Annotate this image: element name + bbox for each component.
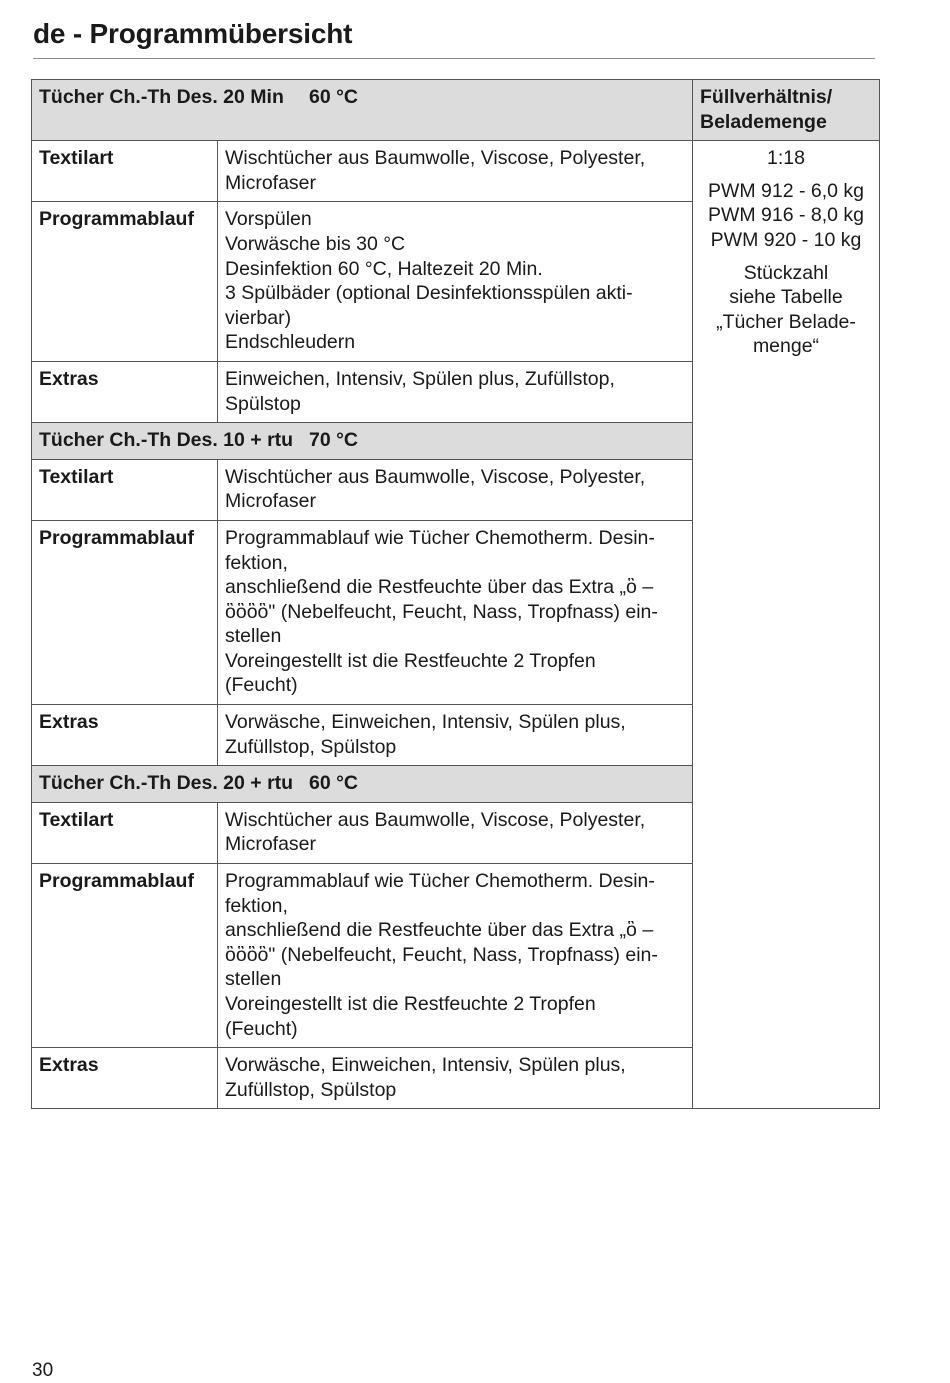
program-header bbox=[32, 423, 693, 460]
program-name: Tücher Ch.-Th Des. 20 + rtu bbox=[39, 772, 294, 795]
row-value-line: Zufüllstop, Spülstop bbox=[225, 1078, 397, 1101]
fill-ratio-value: 1:18 bbox=[767, 147, 805, 170]
fill-ratio-cell bbox=[693, 141, 880, 1109]
row-value-line: vierbar) bbox=[225, 306, 292, 329]
fill-ratio-header bbox=[693, 80, 880, 141]
row-value-line: Voreingestellt ist die Restfeuchte 2 Tropfen bbox=[225, 649, 596, 672]
row-value bbox=[218, 802, 693, 863]
row-value bbox=[218, 361, 693, 422]
row-value-line: Programmablauf wie Tücher Chemotherm. Desin- bbox=[225, 870, 655, 893]
row-value-line: 3 Spülbäder (optional Desinfektionsspülen akti- bbox=[225, 282, 633, 305]
row-value-line: Microfaser bbox=[225, 171, 317, 194]
row-value-line: Einweichen, Intensiv, Spülen plus, Zufüllstop, bbox=[225, 367, 615, 390]
program-name: Tücher Ch.-Th Des. 10 + rtu bbox=[39, 429, 294, 452]
program-name: Tücher Ch.-Th Des. 20 Min bbox=[39, 86, 284, 108]
fill-ratio-header-line: Beladem​enge bbox=[700, 110, 827, 133]
quantity-note bbox=[700, 261, 872, 359]
program-table bbox=[31, 79, 880, 1109]
quantity-note-line: „Tücher Belade- bbox=[716, 310, 856, 333]
quantity-note-line: siehe Tabelle bbox=[729, 286, 843, 309]
row-value bbox=[218, 520, 693, 704]
row-value-line: ὃὃὃὃ" (Nebelfeucht, Feucht, Nass, Tropfnass) ein- bbox=[225, 943, 658, 966]
row-value-line: Spülstop bbox=[225, 392, 301, 415]
row-value-line: (Feucht) bbox=[225, 674, 298, 697]
quantity-note-line: menge“ bbox=[752, 335, 820, 358]
row-value-line: Wischtücher aus Baumwolle, Viscose, Polyester, bbox=[225, 465, 646, 488]
quantity-note-line: Stückzahl bbox=[743, 261, 829, 284]
title-divider bbox=[33, 58, 875, 59]
row-label: Textilart bbox=[32, 141, 218, 202]
row-value-line: anschließend die Restfeuchte über das Extra „ὃ – bbox=[225, 919, 654, 942]
row-value bbox=[218, 202, 693, 362]
row-value-line: (Feucht) bbox=[225, 1017, 298, 1040]
capacity-item: PWM 912 - 6,0 kg bbox=[707, 179, 865, 202]
row-value-line: stellen bbox=[225, 968, 282, 991]
row-value-line: Programmablauf wie Tücher Chemotherm. Desin- bbox=[225, 526, 655, 549]
row-value bbox=[218, 864, 693, 1048]
row-label: Extras bbox=[32, 361, 218, 422]
row-value-line: Zufüllstop, Spülstop bbox=[225, 735, 397, 758]
capacity-item: PWM 920 - 10 kg bbox=[710, 228, 862, 251]
row-value-line: ὃὃὃὃ" (Nebelfeucht, Feucht, Nass, Tropfnass) ein- bbox=[225, 600, 658, 623]
row-label: Extras bbox=[32, 705, 218, 766]
row-value-line: Vorspülen bbox=[225, 208, 312, 231]
row-value-line: Desinfektion 60 °C, Haltezeit 20 Min. bbox=[225, 257, 543, 280]
program-temperature: 70 °C bbox=[309, 429, 358, 452]
row-value-line: Microfaser bbox=[225, 490, 317, 513]
row-value-line: Wischtücher aus Baumwolle, Viscose, Polyester, bbox=[225, 147, 646, 170]
program-detail-row bbox=[32, 141, 880, 202]
row-value bbox=[218, 705, 693, 766]
row-value-line: Voreingestellt ist die Restfeuchte 2 Tropfen bbox=[225, 993, 596, 1015]
row-value-line: Microfaser bbox=[225, 833, 317, 856]
row-label: Programmablauf bbox=[32, 202, 218, 362]
program-temperature: 60 °C bbox=[309, 86, 358, 108]
row-value bbox=[218, 141, 693, 202]
row-value-line: fektion, bbox=[225, 894, 288, 917]
row-value bbox=[218, 1048, 693, 1109]
row-label: Textilart bbox=[32, 459, 218, 520]
capacity-item: PWM 916 - 8,0 kg bbox=[707, 204, 865, 227]
program-header bbox=[32, 766, 693, 803]
row-value-line: Vorwäsche bis 30 °C bbox=[225, 232, 406, 255]
row-value-line: fektion, bbox=[225, 551, 288, 574]
page-title: de - Programmübersicht bbox=[33, 18, 353, 49]
row-label: Programmablauf bbox=[32, 520, 218, 704]
capacity-list bbox=[700, 179, 872, 253]
row-value-line: Wischtücher aus Baumwolle, Viscose, Polyester, bbox=[225, 808, 646, 831]
row-value-line: Vorwäsche, Einweichen, Intensiv, Spülen plus, bbox=[225, 1054, 626, 1077]
program-header-row bbox=[32, 80, 880, 141]
row-value-line: anschließend die Restfeuchte über das Extra „ὃ – bbox=[225, 576, 654, 599]
program-header bbox=[32, 80, 693, 141]
fill-ratio-header-line: Füllverhältnis/ bbox=[700, 86, 833, 108]
page-number: 30 bbox=[32, 1360, 54, 1381]
row-label: Extras bbox=[32, 1048, 218, 1109]
row-value-line: Vorwäsche, Einweichen, Intensiv, Spülen plus, bbox=[225, 711, 626, 734]
row-label: Textilart bbox=[32, 802, 218, 863]
program-temperature: 60 °C bbox=[309, 772, 358, 795]
row-value-line: Endschleudern bbox=[225, 331, 356, 354]
row-label: Programmablauf bbox=[32, 864, 218, 1048]
row-value-line: stellen bbox=[225, 625, 282, 648]
row-value bbox=[218, 459, 693, 520]
